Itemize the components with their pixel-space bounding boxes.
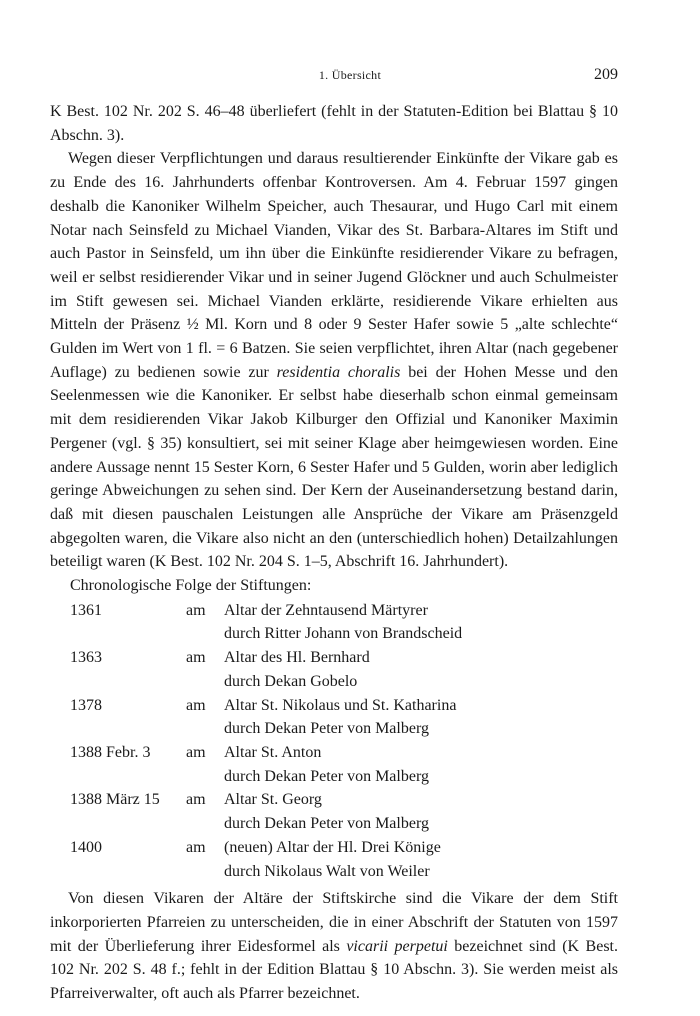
page-number: 209 [594, 66, 618, 83]
foundation-altar: Altar St. Nikolaus und St. Katharina [224, 696, 457, 714]
table-row [70, 741, 462, 788]
foundation-date: 1363 [70, 649, 102, 667]
foundation-desc [224, 646, 462, 693]
paragraph-3-italic: vicarii perpetui [346, 937, 448, 955]
foundation-date: 1388 Febr. 3 [70, 743, 151, 761]
paragraph-2 [50, 147, 618, 574]
foundation-prep: am [186, 649, 206, 667]
foundation-date: 1400 [70, 838, 102, 856]
foundation-desc [224, 836, 462, 883]
foundation-founder: durch Nikolaus Walt von Weiler [224, 862, 430, 880]
paragraph-3-text-b: bezeichnet sind (K Best. 102 Nr. 202 S. 48 f.; fehlt in der Edition Blattau § 10 Abschn. 3). Sie werden meist als Pfarreiverwalter, oft auch als Pfarrer bezeichnet. [50, 937, 618, 1003]
foundation-date: 1378 [70, 696, 102, 714]
foundation-date: 1388 März 15 [70, 791, 160, 809]
running-title: 1. Übersicht [318, 68, 382, 82]
foundation-date: 1361 [70, 601, 102, 619]
foundation-altar: Altar des Hl. Bernhard [224, 649, 370, 667]
paragraph-1: K Best. 102 Nr. 202 S. 46–48 überliefert (fehlt in der Statuten-Edition bei Blattau § 10 Abschn. 3). [50, 103, 618, 144]
foundation-founder: durch Ritter Johann von Brandscheid [224, 625, 463, 643]
paragraph-2-text-a: Wegen dieser Verpflichtungen und daraus resultierender Einkünfte der Vikare gab es zu Ende des 16. Jahrhunderts offenbar Kontroversen. Am 4. Februar 1597 gingen deshalb die Kanoniker Wilhelm Speicher, auch Thesaurar, und Hugo Carl mit einem Notar nach Seinsfeld zu Michael Vianden, Vikar des St. Barbara-Altares im Stift und auch Pastor in Seinsfeld, um ihn über die Einkünfte residierender Vikare zu befragen, weil er selbst residierender Vikar und in seiner Jugend Glöckner und auch Schulmeister im Stift gewesen sei. Michael Vianden erklärte, residierende Vikare erhielten aus Mitteln der Präsenz ½ Ml. Korn und 8 oder 9 Sester Hafer sowie 5 „alte schlechte“ Gulden im Wert von 1 fl. = 6 Batzen. Sie seien verpflichtet, ihren Altar (nach gegebener Auflage) zu bedienen sowie zur [50, 150, 618, 381]
paragraph-2-italic: residentia choralis [276, 363, 401, 381]
foundation-altar: Altar St. Anton [224, 743, 322, 761]
foundation-founder: durch Dekan Peter von Malberg [224, 720, 429, 738]
page-header [50, 66, 650, 86]
paragraph-3-text-a: Von diesen Vikaren der Altäre der Stiftskirche sind die Vikare der dem Stift inkorporierten Pfarreien zu unterscheiden, die in einer Abschrift der Statuten von 1597 mit der Überlieferung ihrer Eidesformel als [50, 890, 618, 955]
foundation-desc [224, 788, 462, 835]
foundation-prep: am [186, 838, 206, 856]
foundation-founder: durch Dekan Gobelo [224, 672, 358, 690]
body-text [50, 100, 618, 1006]
foundation-altar: Altar St. Georg [224, 791, 322, 809]
paragraph-3 [50, 887, 618, 1006]
foundation-founder: durch Dekan Peter von Malberg [224, 815, 429, 833]
foundation-prep: am [186, 696, 206, 714]
foundations-table [70, 599, 462, 883]
foundation-prep: am [186, 743, 206, 761]
chronology-heading: Chronologische Folge der Stiftungen: [70, 577, 312, 595]
foundation-founder: durch Dekan Peter von Malberg [224, 767, 429, 785]
foundation-prep: am [186, 601, 206, 619]
table-row [70, 836, 462, 883]
foundation-desc [224, 741, 462, 788]
foundation-altar: (neuen) Altar der Hl. Drei Könige [224, 838, 441, 856]
foundation-desc [224, 599, 462, 646]
paragraph-2-text-b: bei der Hohen Messe und den Seelenmessen wie die Kanoniker. Er selbst habe dieserhalb schon einmal gemeinsam mit dem residierenden Vikar Jakob Kilburger den Offizial und Kanoniker Maximin Pergener (vgl. § 35) konsultiert, sei mit seiner Klage aber heimgewiesen worden. Eine andere Aussage nennt 15 Sester Korn, 6 Sester Hafer und 5 Gulden, worin aber lediglich geringe Abweichungen zu sehen sind. Der Kern der Auseinandersetzung bestand darin, daß mit diesen pauschalen Leistungen alle Ansprüche der Vikare am Präsenzgeld abgegolten waren, die Vikare also nicht an den (unterschiedlich hohen) Detailzahlungen beteiligt waren (K Best. 102 Nr. 204 S. 1–5, Abschrift 16. Jahrhundert). [50, 363, 619, 571]
table-row [70, 599, 462, 646]
foundation-prep: am [186, 791, 206, 809]
table-row [70, 694, 462, 741]
table-row [70, 788, 462, 835]
foundation-desc [224, 694, 462, 741]
table-row [70, 646, 462, 693]
foundation-altar: Altar der Zehntausend Märtyrer [224, 601, 428, 619]
